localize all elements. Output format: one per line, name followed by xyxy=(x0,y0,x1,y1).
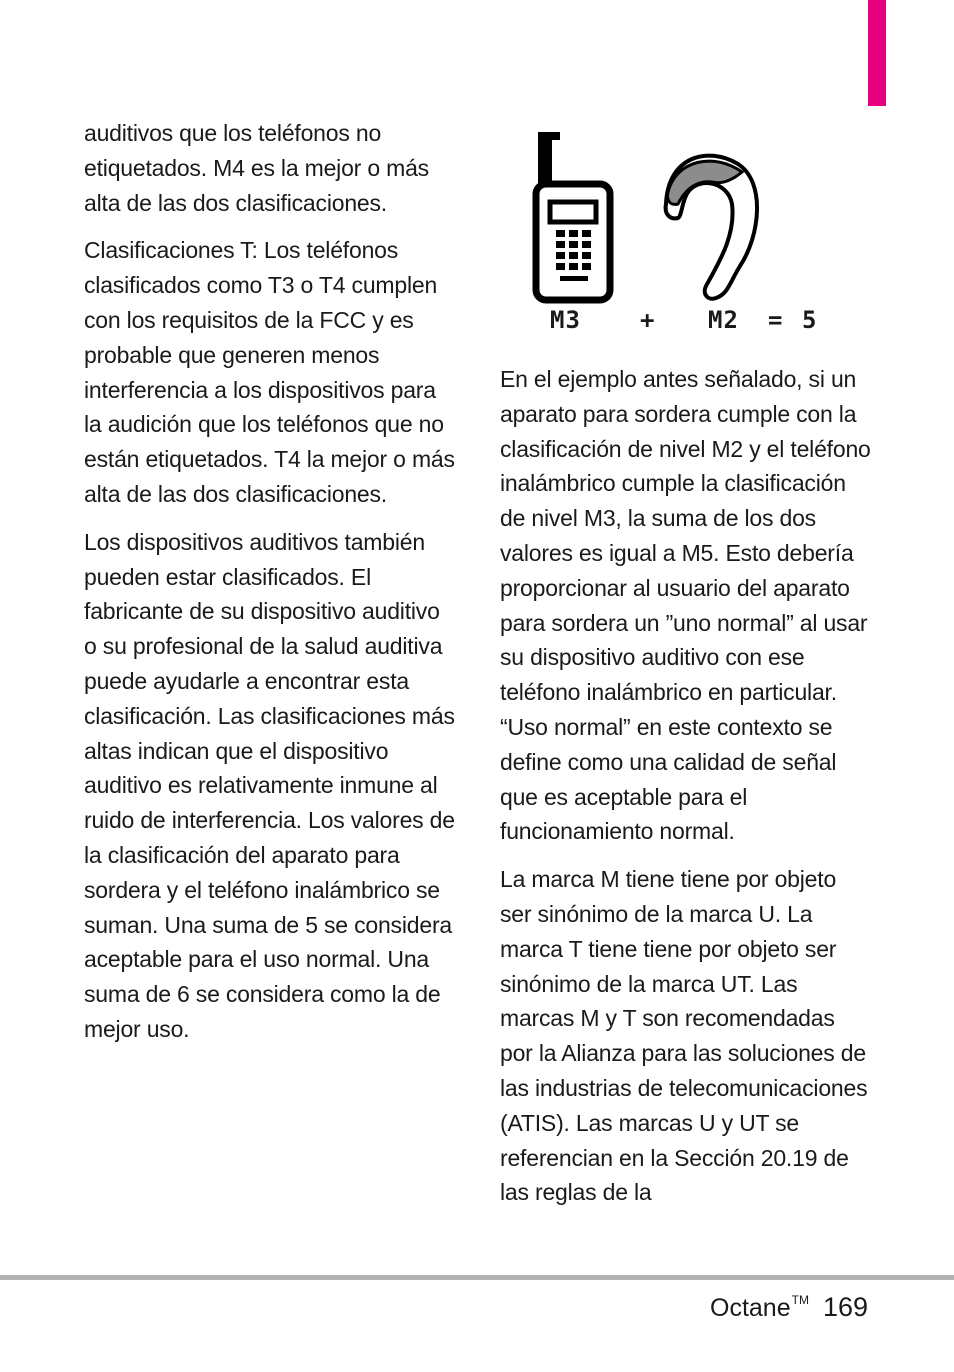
hearing-aid-rating-label: M2 xyxy=(708,306,739,334)
left-paragraph-1: auditivos que los teléfonos no etiquetados. M4 es la mejor o más alta de las dos clasificaciones. xyxy=(84,120,429,216)
page-number: 169 xyxy=(822,1292,868,1322)
plus-sign: + xyxy=(640,306,656,334)
equals-sign: = xyxy=(768,306,784,334)
cell-phone-icon xyxy=(528,126,618,306)
hearing-aid-icon xyxy=(648,126,768,306)
section-tab-marker xyxy=(868,0,886,106)
rating-sum-figure xyxy=(528,126,828,338)
footer-rule xyxy=(0,1275,954,1280)
left-paragraph-2: Clasificaciones T: Los teléfonos clasificados como T3 o T4 cumplen con los requisitos de la FCC y es probable que generen menos interferencia a los dispositivos para la audición que los teléfonos que no están etiquetados. T4 la mejor o más alta de las dos clasificaciones. xyxy=(84,237,455,507)
trademark-symbol: TM xyxy=(791,1293,809,1307)
left-column xyxy=(84,116,456,1060)
right-paragraph-1: En el ejemplo antes señalado, si un aparato para sordera cumple con la clasificación de nivel M2 y el teléfono inalámbrico cumple la clasificación de nivel M3, la suma de los dos valores es igual a M5. Esto debería proporcionar al usuario del aparato para sordera un ”uno normal” al usar su dispositivo auditivo con ese teléfono inalámbrico en particular. “Uso normal” en este contexto se define como una calidad de señal que es aceptable para el funcionamiento normal. xyxy=(500,366,871,845)
right-column xyxy=(500,362,872,1223)
page-footer xyxy=(710,1290,868,1329)
sum-result: 5 xyxy=(802,306,818,334)
phone-rating-label: M3 xyxy=(550,306,581,334)
product-name: Octane xyxy=(710,1294,791,1322)
left-paragraph-3: Los dispositivos auditivos también pueden estar clasificados. El fabricante de su dispositivo auditivo o su profesional de la salud auditiva puede ayudarle a encontrar esta clasificación. Las clasificaciones más altas indican que el dispositivo auditivo es relativamente inmune al ruido de interferencia. Los valores de la clasificación del aparato para sordera y el teléfono inalámbrico se suman. Una suma de 5 se considera aceptable para el uso normal. Una suma de 6 se considera como la de mejor uso. xyxy=(84,528,455,1042)
right-paragraph-2: La marca M tiene tiene por objeto ser sinónimo de la marca U. La marca T tiene tiene por objeto ser sinónimo de la marca UT. Las marcas M y T son recomendadas por la Alianza para las soluciones de las industrias de telecomunicaciones (ATIS). Las marcas U y UT se referencian en la Sección 20.19 de las reglas de la xyxy=(500,866,868,1206)
